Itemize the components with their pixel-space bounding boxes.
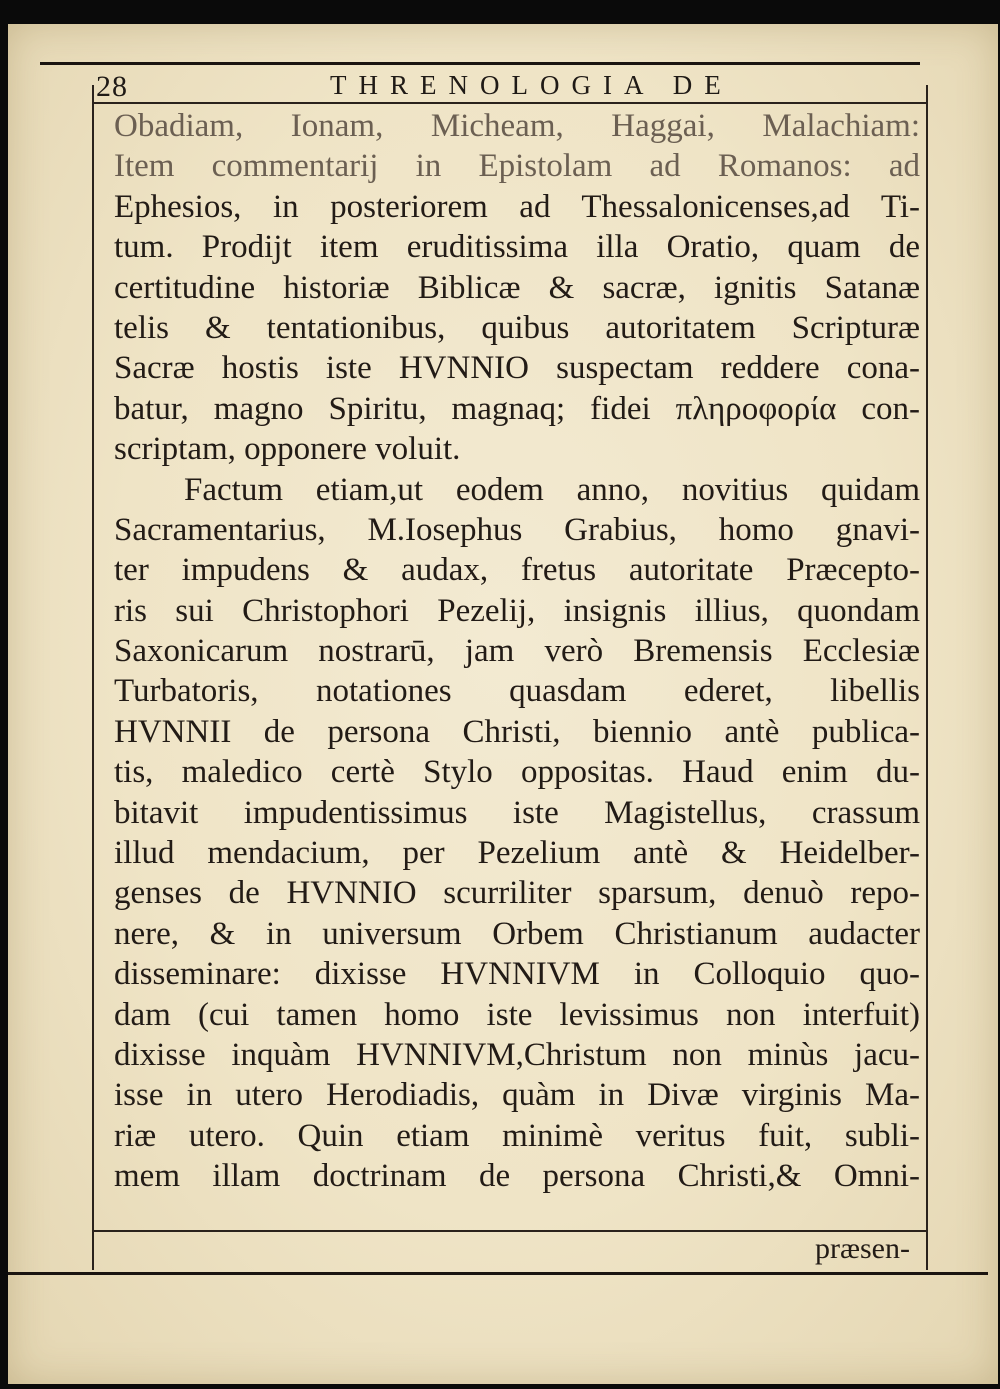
running-head: THRENOLOGIA DE <box>330 70 733 100</box>
text-line: telis & tentationibus, quibus autoritatem Scripturæ <box>114 309 920 346</box>
text-line: dixisse inquàm HVNNIVM,Christum non minùs jacu- <box>114 1036 920 1073</box>
text-line: batur, magno Spiritu, magnaq; fidei πληροφορία con- <box>114 390 920 427</box>
text-line: ris sui Christophori Pezelij, insignis illius, quondam <box>114 592 920 629</box>
text-line: bitavit impudentissimus iste Magistellus, crassum <box>114 794 920 831</box>
text-line: nere, & in universum Orbem Christianum audacter <box>114 915 920 952</box>
text-line: Sacramentarius, M.Iosephus Grabius, homo gnavi- <box>114 511 920 548</box>
header-rule <box>92 102 928 104</box>
right-frame-rule <box>926 85 928 1270</box>
bottom-page-edge <box>8 1272 988 1275</box>
text-line: mem illam doctrinam de persona Christi,& Omni- <box>114 1158 920 1195</box>
left-frame-rule <box>92 85 94 1270</box>
top-page-edge <box>40 62 920 65</box>
catchword: præsen- <box>815 1232 910 1265</box>
page-number: 28 <box>96 70 128 103</box>
text-line: Sacræ hostis iste HVNNIO suspectam reddere cona- <box>114 350 920 387</box>
text-line: Saxonicarum nostrarū, jam verò Bremensis Ecclesiæ <box>114 633 920 670</box>
text-line: dam (cui tamen homo iste levissimus non interfuit) <box>114 996 920 1033</box>
text-line: isse in utero Herodiadis, quàm in Divæ virginis Ma- <box>114 1077 920 1114</box>
text-line: disseminare: dixisse HVNNIVM in Colloquio quo- <box>114 956 920 993</box>
text-line: riæ utero. Quin etiam minimè veritus fuit, subli- <box>114 1117 920 1154</box>
text-line: tis, maledico certè Stylo oppositas. Haud enim du- <box>114 754 920 791</box>
body-text <box>114 106 920 1197</box>
text-line: illud mendacium, per Pezelium antè & Heidelber- <box>114 835 920 872</box>
text-line: scriptam, opponere voluit. <box>114 431 461 468</box>
text-line: certitudine historiæ Biblicæ & sacræ, ignitis Satanæ <box>114 269 920 306</box>
text-line: genses de HVNNIO scurriliter sparsum, denuò repo- <box>114 875 920 912</box>
text-line: Ephesios, in posteriorem ad Thessalonicenses,ad Ti- <box>114 188 920 225</box>
text-line: tum. Prodijt item eruditissima illa Oratio, quam de <box>114 229 920 266</box>
text-line: Item commentarij in Epistolam ad Romanos: ad <box>114 148 920 185</box>
text-line-paragraph-start: Factum etiam,ut eodem anno, novitius quidam <box>184 471 920 508</box>
text-line: HVNNII de persona Christi, biennio antè publica- <box>114 713 920 750</box>
footer-rule <box>92 1230 928 1232</box>
text-line: Obadiam, Ionam, Micheam, Haggai, Malachiam: <box>114 108 920 144</box>
text-line: ter impudens & audax, fretus autoritate Præcepto- <box>114 552 920 589</box>
text-line: Turbatoris, notationes quasdam ederet, libellis <box>114 673 920 710</box>
